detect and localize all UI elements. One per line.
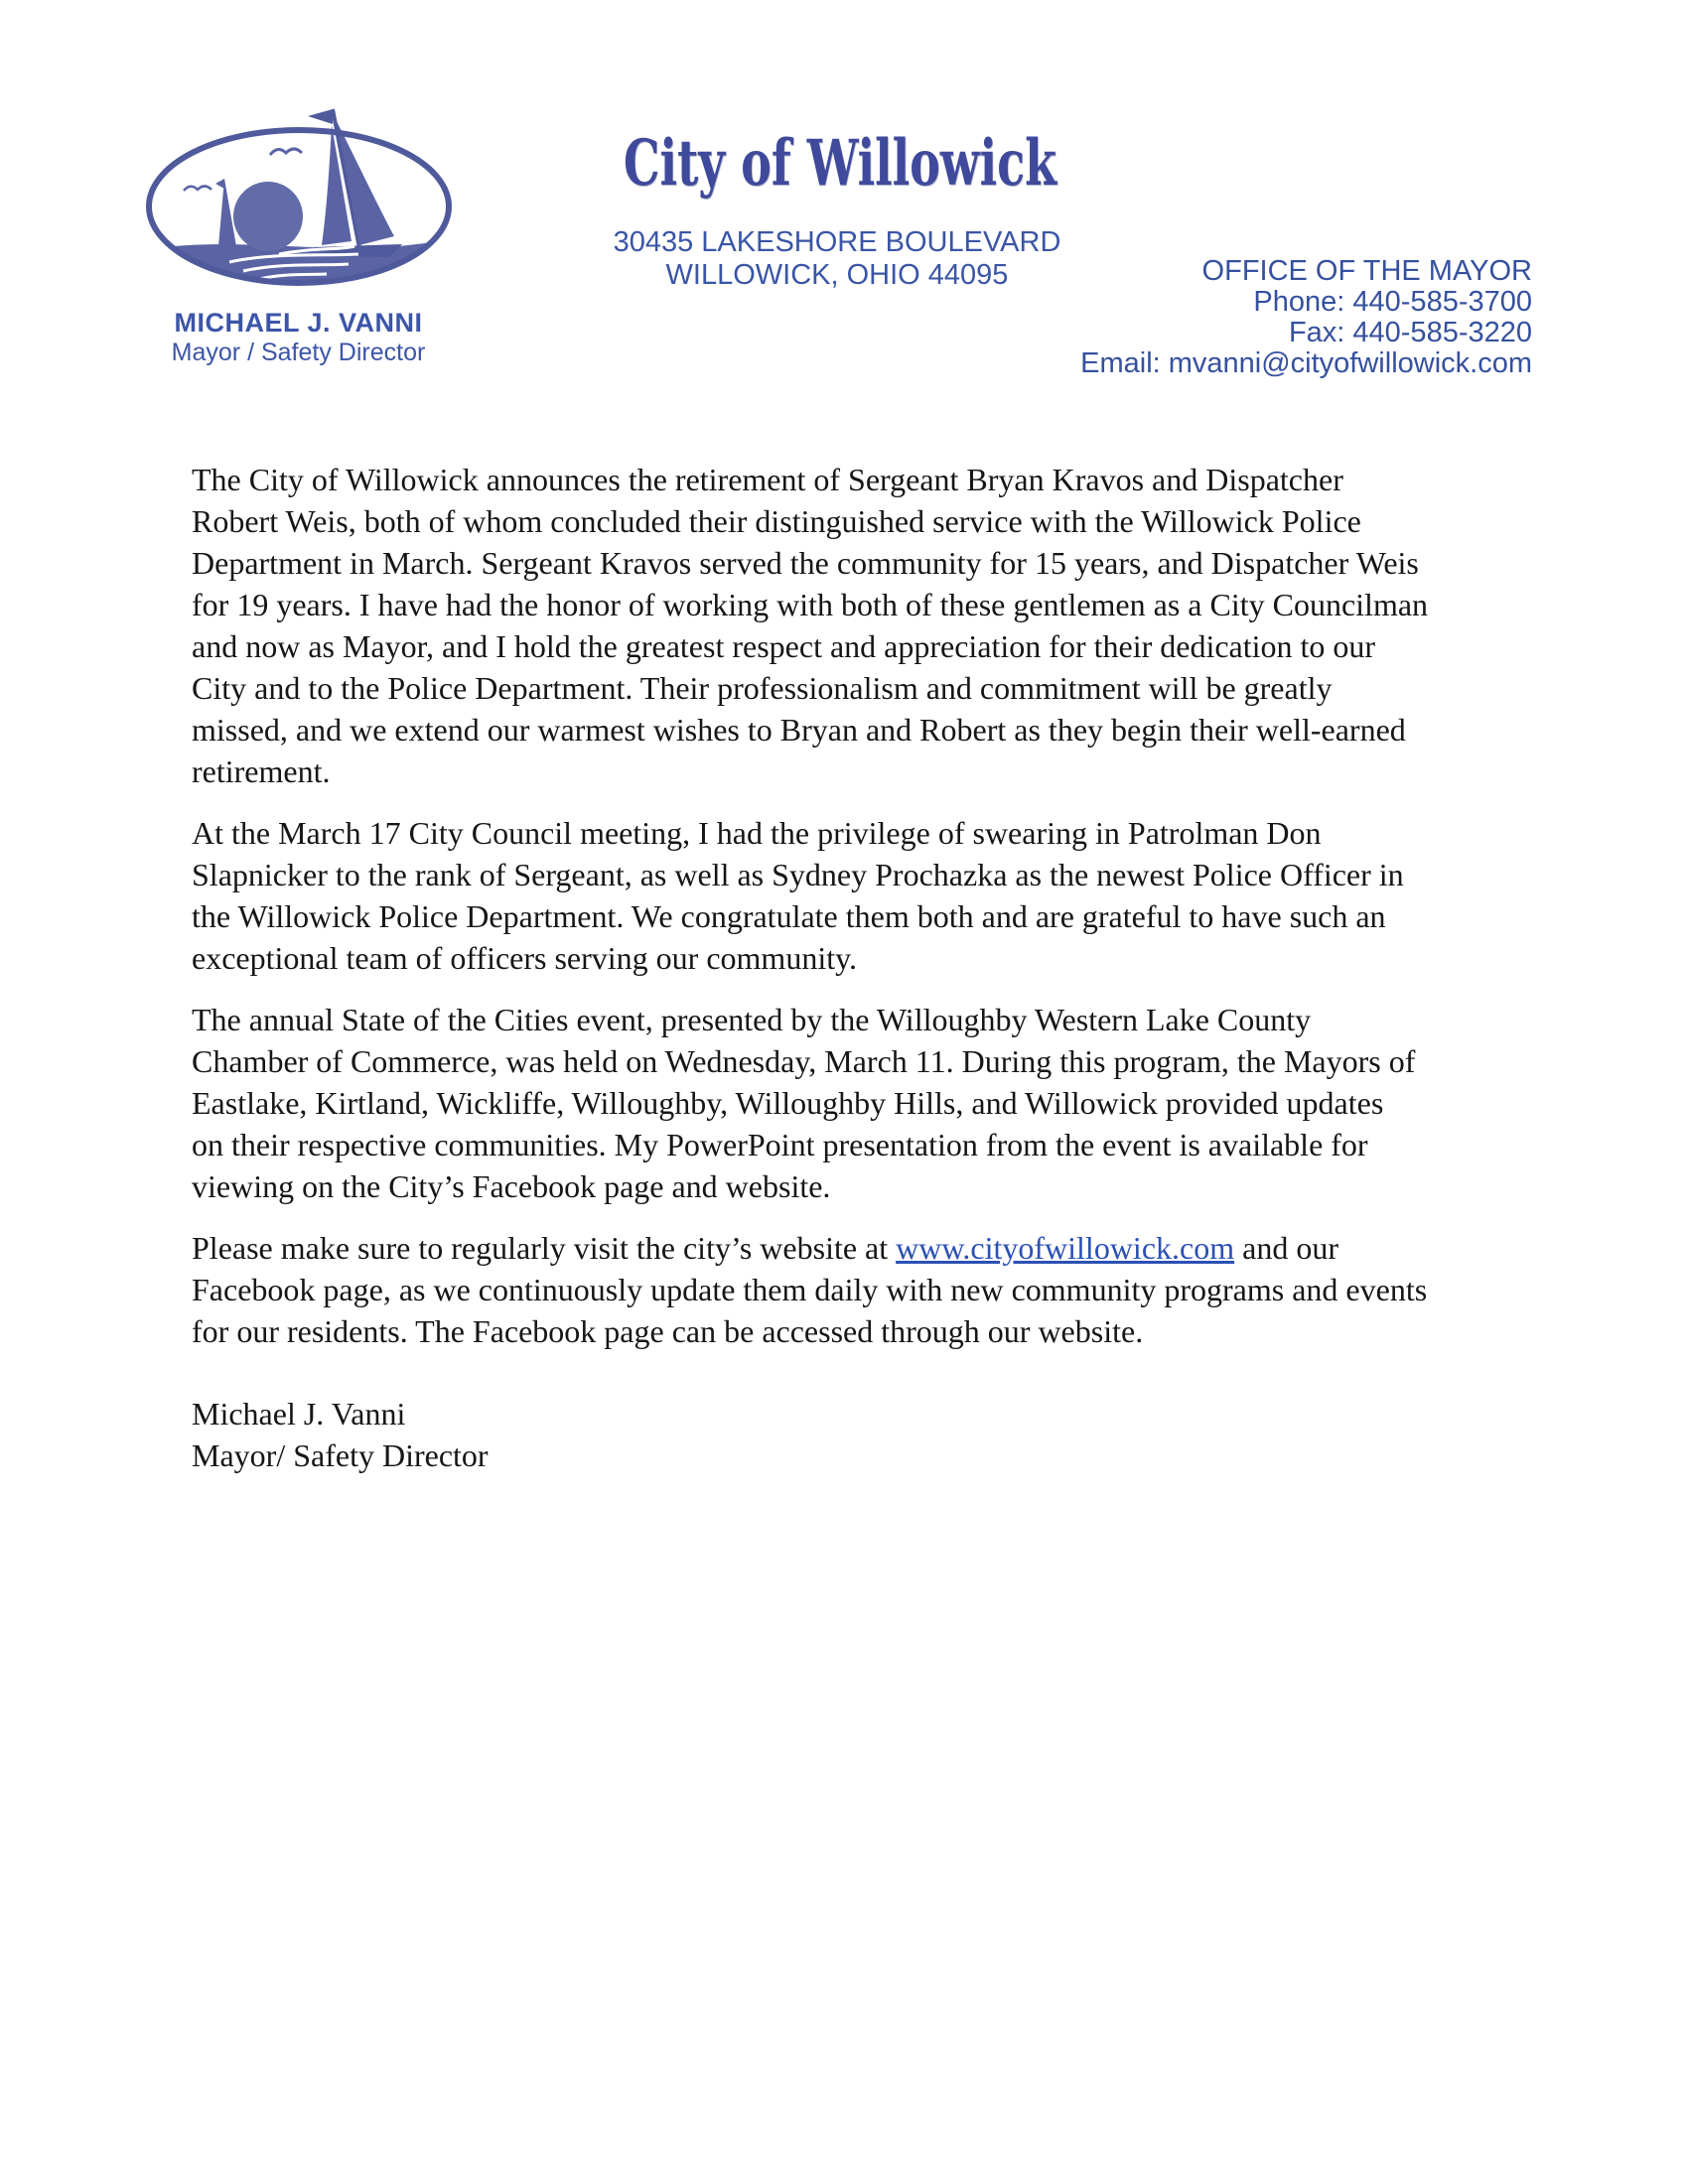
text-line: on their respective communities. My PowerPoint presentation from the event is available for (192, 1127, 1368, 1162)
text-line: Eastlake, Kirtland, Wickliffe, Willoughby, Willoughby Hills, and Willowick provided updates (192, 1085, 1384, 1121)
text-line: Slapnicker to the rank of Sergeant, as well as Sydney Prochazka as the newest Police Officer in (192, 857, 1404, 892)
text-line: for our residents. The Facebook page can be accessed through our website. (192, 1313, 1144, 1349)
sailboat-sunset-seal-icon (132, 99, 465, 294)
text-segment: and our (1234, 1230, 1338, 1266)
office-contact-block (1080, 256, 1532, 379)
text-segment: Please make sure to regularly visit the city’s website at (192, 1230, 897, 1266)
text-line: and now as Mayor, and I hold the greatest respect and appreciation for their dedication to our (192, 628, 1376, 664)
paragraph-swearing-in (192, 812, 1572, 979)
address-line-1: 30435 LAKESHORE BOULEVARD (613, 226, 1061, 258)
letter-body (192, 459, 1572, 1476)
text-line: for 19 years. I have had the honor of working with both of these gentlemen as a City Councilman (192, 587, 1429, 622)
text-line: Robert Weis, both of whom concluded their distinguished service with the Willowick Police (192, 503, 1361, 539)
text-line: The City of Willowick announces the retirement of Sergeant Bryan Kravos and Dispatcher (192, 462, 1343, 497)
text-line: City and to the Police Department. Their professionalism and commitment will be greatly (192, 670, 1333, 706)
office-title: OFFICE OF THE MAYOR (1201, 255, 1532, 287)
signature-block (192, 1393, 1572, 1476)
official-title: Mayor / Safety Director (171, 339, 426, 366)
masthead (539, 127, 1135, 292)
paragraph-retirements (192, 459, 1572, 792)
signature-name: Michael J. Vanni (192, 1396, 406, 1432)
text-line: Department in March. Sergeant Kravos served the community for 15 years, and Dispatcher Weis (192, 545, 1419, 581)
office-email: Email: mvanni@cityofwillowick.com (1080, 347, 1532, 379)
city-title: City of Willowick (623, 126, 1057, 201)
text-line: exceptional team of officers serving our community. (192, 940, 858, 976)
address-line-2: WILLOWICK, OHIO 44095 (665, 259, 1009, 291)
signature-title: Mayor/ Safety Director (192, 1437, 489, 1473)
text-line: viewing on the City’s Facebook page and website. (192, 1168, 831, 1204)
text-line: At the March 17 City Council meeting, I had the privilege of swearing in Patrolman Don (192, 815, 1322, 851)
logo-block (132, 99, 465, 367)
office-phone: Phone: 440-585-3700 (1253, 286, 1532, 318)
website-link[interactable]: www.cityofwillowick.com (896, 1230, 1235, 1266)
text-line (192, 1227, 1572, 1269)
text-line: missed, and we extend our warmest wishes to Bryan and Robert as they begin their well-earned (192, 712, 1406, 748)
text-line: the Willowick Police Department. We congratulate them both and are grateful to have such an (192, 898, 1386, 934)
official-name: MICHAEL J. VANNI (174, 308, 423, 338)
paragraph-website (192, 1227, 1572, 1352)
text-line: retirement. (192, 753, 331, 789)
paragraph-state-of-cities (192, 999, 1572, 1207)
text-line: Facebook page, as we continuously update them daily with new community programs and events (192, 1272, 1428, 1307)
text-line: The annual State of the Cities event, presented by the Willoughby Western Lake County (192, 1002, 1312, 1037)
office-fax: Fax: 440-585-3220 (1288, 317, 1532, 348)
text-line: Chamber of Commerce, was held on Wednesday, March 11. During this program, the Mayors of (192, 1043, 1416, 1079)
